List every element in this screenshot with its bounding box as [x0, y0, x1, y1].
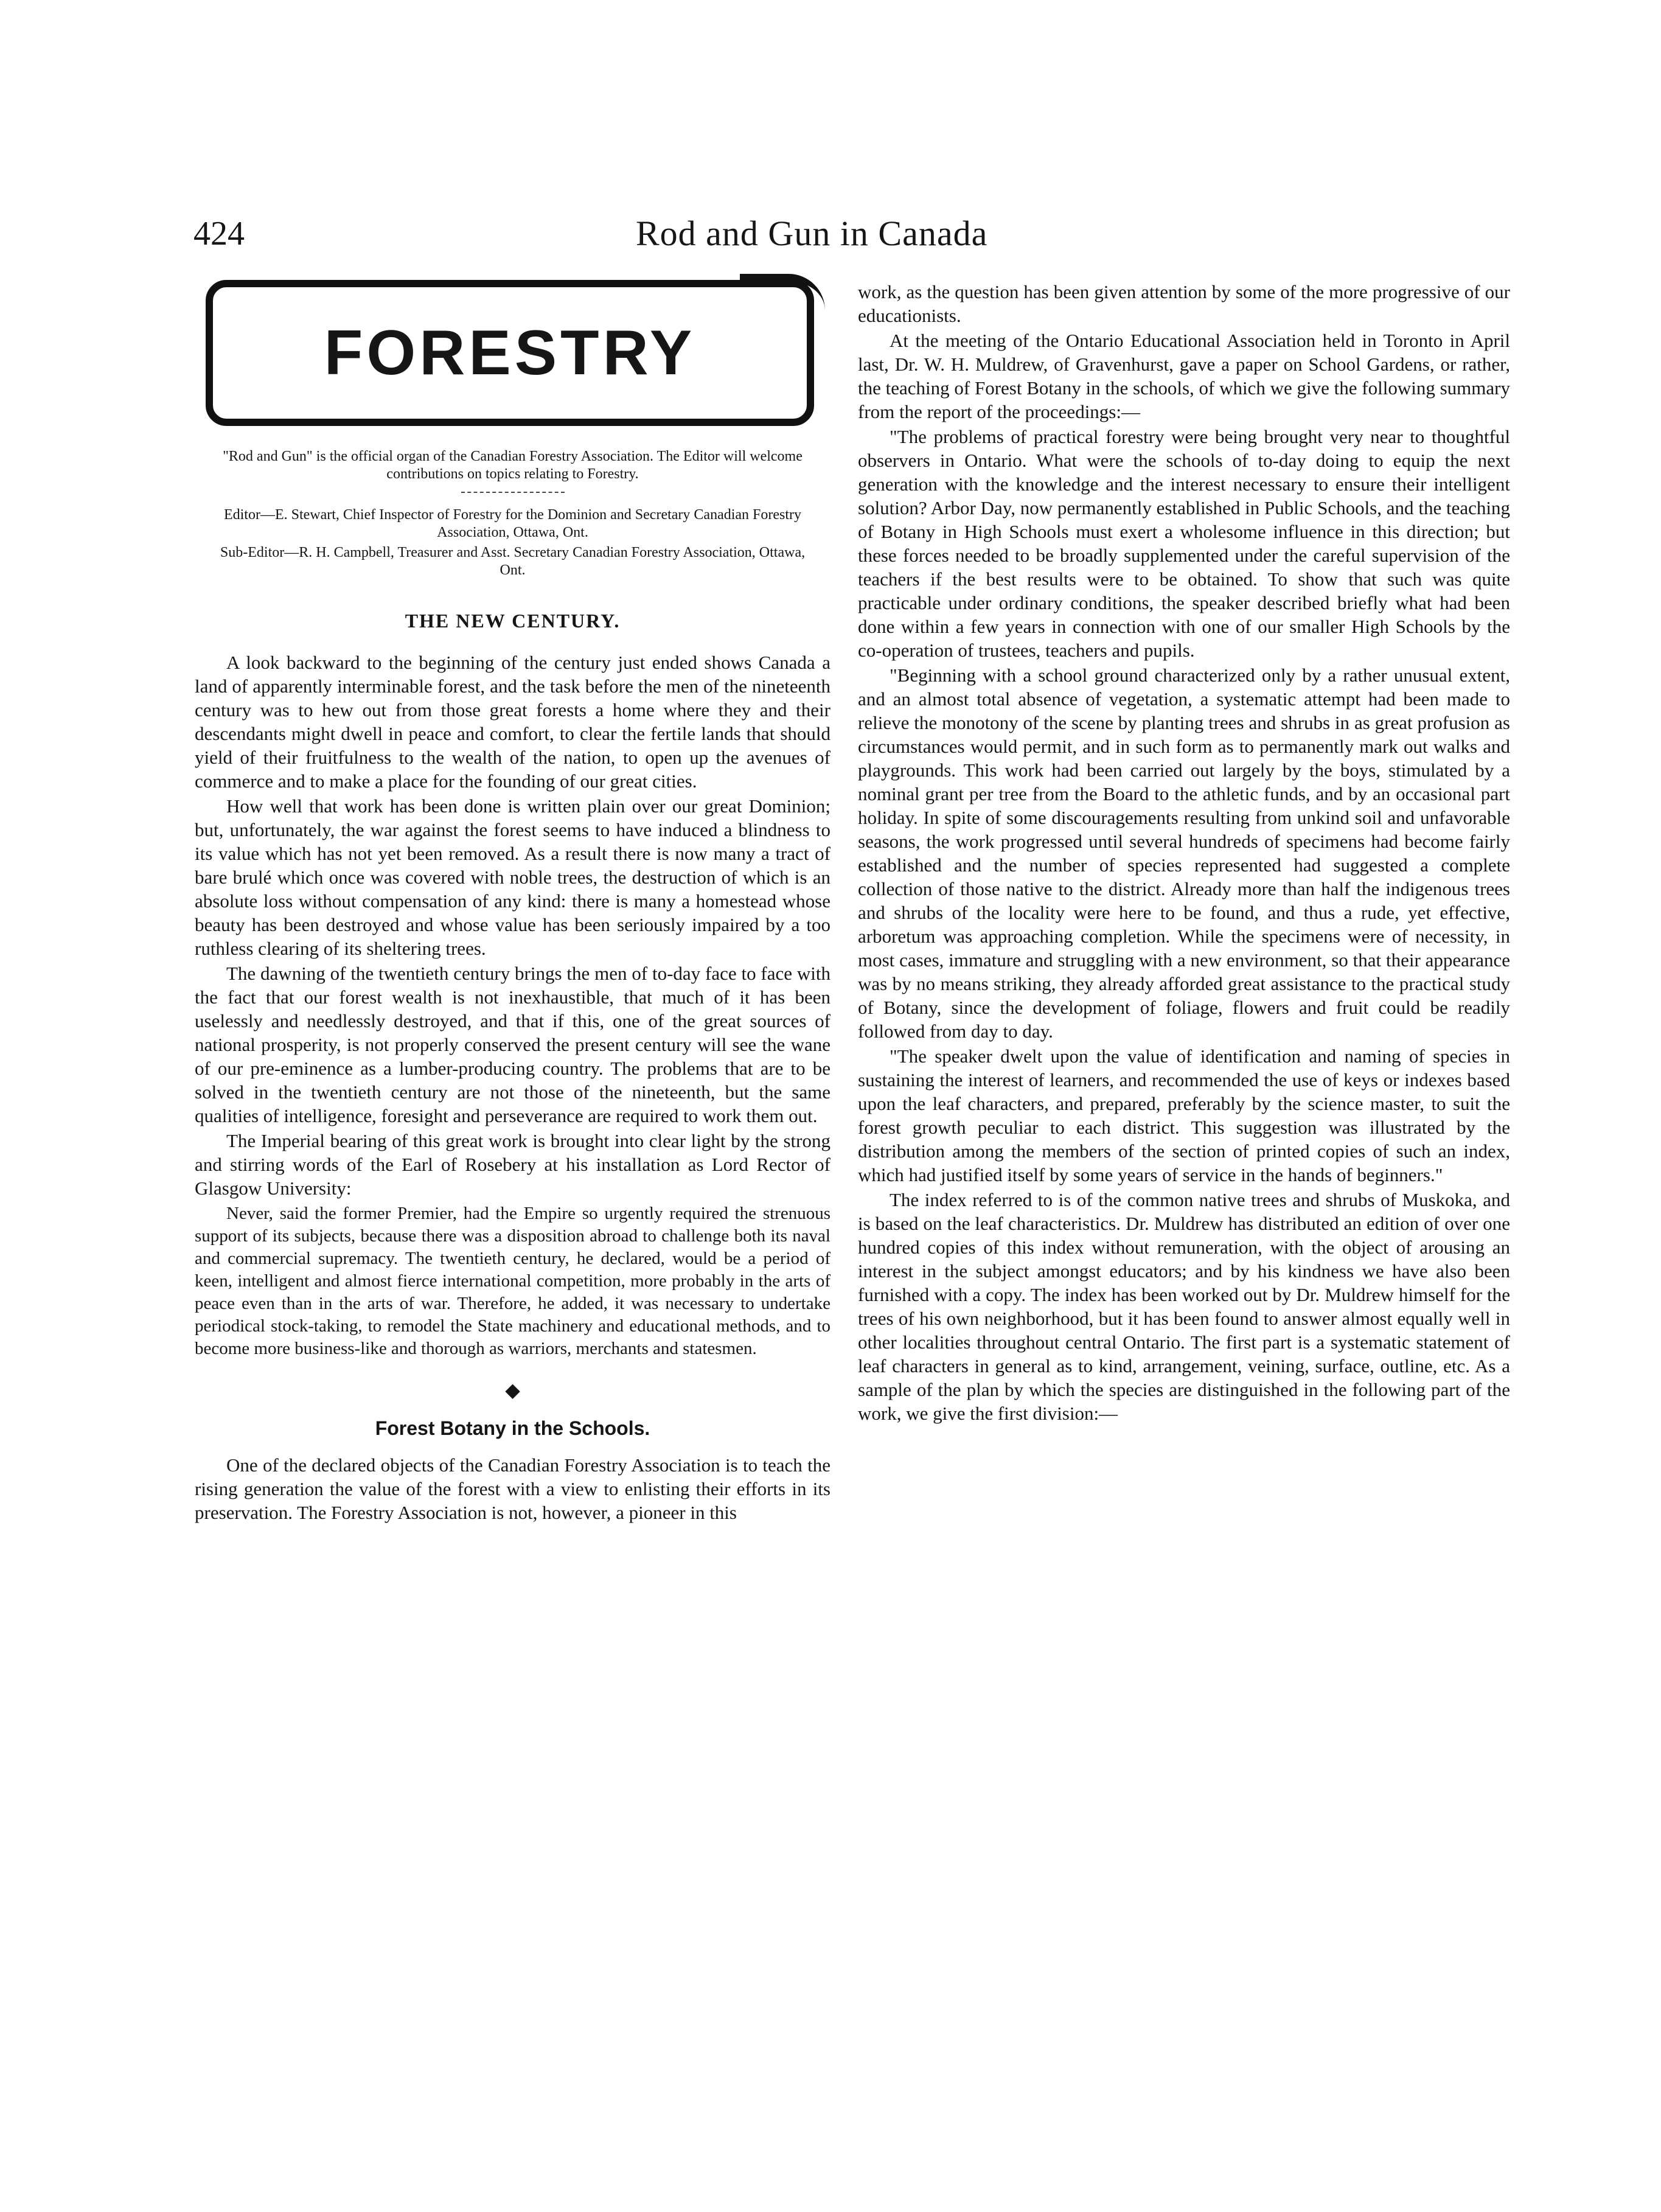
diamond-ornament-icon: ◆	[505, 1379, 520, 1401]
organ-note: "Rod and Gun" is the official organ of the Canadian Forestry Association. The Editor will welcome contributions on topics relating to Forestry.	[223, 448, 803, 482]
paragraph: The dawning of the twentieth century brings the men of to-day face to face with the fact that our forest wealth is not inexhaustible, that much of it has been uselessly and needlessly destroyed, and that if this, one of the great sources of national prosperity, is not properly conserved the present century will see the wane of our pre-eminence as a lumber-producing country. The problems that are to be solved in the twentieth century are not those of the nineteenth, but the same qualities of intelligence, foresight and perseverance are required to work them out.	[195, 963, 830, 1126]
banner-swoosh-ornament	[740, 274, 825, 312]
article-title-forest-botany: Forest Botany in the Schools.	[375, 1417, 650, 1439]
sub-editor-line: Sub-Editor—R. H. Campbell, Treasurer and Asst. Secretary Canadian Forestry Association, Ottawa, Ont.	[220, 545, 806, 578]
paragraph: One of the declared objects of the Canadian Forestry Association is to teach the rising generation the value of the forest with a view to enlisting their efforts in its preservation. The Forestry Association is not, however, a pioneer in this	[195, 1454, 830, 1523]
editor-line: Editor—E. Stewart, Chief Inspector of Forestry for the Dominion and Secretary Canadian Forestry Association, Ottawa, Ont.	[223, 507, 802, 540]
masthead-note	[195, 448, 830, 493]
page-number: 424	[193, 215, 245, 253]
paragraph: A look backward to the beginning of the century just ended shows Canada a land of apparently interminable forest, and the task before the men of the nineteenth century was to hew out from those great forests a home where they and their descendants might dwell in peace and comfort, to clear the fertile lands that should yield of their fruitfulness to the wealth of the nation, to open up the avenues of commerce and to make a place for the founding of our great cities.	[195, 652, 830, 792]
left-column	[195, 280, 830, 1524]
editors-block	[195, 506, 830, 579]
paragraph: "Beginning with a school ground characterized only by a rather unusual extent, and an almost total absence of vegetation, a systematic attempt had been made to relieve the monotony of the scene by planting trees and shrubs in as great profusion as circumstances would permit, and in such form as to permanently mark out walks and playgrounds. This work had been carried out largely by the boys, stimulated by a nominal grant per tree from the Board to the athletic funds, and by an occasional part holiday. In spite of some discouragements resulting from unkind soil and unfavorable seasons, the work progressed until several hundreds of specimens had become fairly established and the number of species represented had suggested a complete collection of those native to the district. Already more than half the indigenous trees and shrubs of the locality were here to be found, and thus a rude, yet effective, arboretum was approaching completion. While the specimens were of necessity, in most cases, immature and struggling with a new environment, so that their appearance was by no means striking, they already afforded great assistance to the practical study of Botany, since the development of foliage, flowers and fruit could be readily followed from day to day.	[858, 665, 1510, 1042]
paragraph: At the meeting of the Ontario Educational Association held in Toronto in April last, Dr. W. H. Muldrew, of Gravenhurst, gave a paper on School Gardens, or rather, the teaching of Forest Botany in the schools, of which we give the following summary from the report of the proceedings:—	[858, 330, 1510, 422]
article-title-new-century: THE NEW CENTURY.	[405, 610, 621, 632]
paragraph: The Imperial bearing of this great work is brought into clear light by the strong and stirring words of the Earl of Rosebery at his installation as Lord Rector of Glasgow University:	[195, 1130, 830, 1199]
paragraph: work, as the question has been given attention by some of the more progressive of our educationists.	[858, 281, 1510, 326]
section-banner-title: FORESTRY	[324, 317, 696, 388]
right-column	[858, 280, 1510, 1425]
paragraph: "The problems of practical forestry were being brought very near to thoughtful observers in Ontario. What were the schools of to-day doing to equip the next generation with the knowledge and the interest necessary to ensure their intelligent solution? Arbor Day, now permanently established in Public Schools, and the teaching of Botany in High Schools must exert a wholesome influence in this direction; but these forces needed to be broadly supplemented under the careful supervision of the teachers if the best results were to be obtained. To show that such was quite practicable under ordinary conditions, the speaker described briefly what had been done within a few years in connection with one of our smaller High Schools by the co-operation of trustees, teachers and pupils.	[858, 426, 1510, 661]
paragraph: The index referred to is of the common native trees and shrubs of Muskoka, and is based on the leaf characteristics. Dr. Muldrew has distributed an edition of over one hundred copies of this index without remuneration, with the object of arousing an interest in the subject amongst educators; and by his kindness we have also been furnished with a copy. The index has been worked out by Dr. Muldrew himself for the trees of his own neighborhood, but it has been found to answer almost equally well in other localities throughout central Ontario. The first part is a systematic statement of leaf characters in general as to kind, arrangement, veining, surface, outline, etc. As a sample of the plan by which the species are distinguished in the following part of the work, we give the first division:—	[858, 1189, 1510, 1424]
paragraph: How well that work has been done is written plain over our great Dominion; but, unfortunately, the war against the forest seems to have induced a blindness to its value which has not yet been removed. As a result there is now many a tract of bare brulé which once was covered with noble trees, the destruction of which is an absolute loss without compensation of any kind: there is many a homestead whose beauty has been destroyed and whose value has been seriously impaired by a too ruthless clearing of its sheltering trees.	[195, 795, 830, 959]
rosebery-quote: Never, said the former Premier, had the Empire so urgently required the strenuous support of its subjects, because there was a disposition abroad to challenge both its naval and commercial supremacy. The twentieth century, he declared, would be a period of keen, intelligent and almost fierce international competition, more probably in the arts of peace even than in the arts of war. Therefore, he added, it was necessary to undertake periodical stock-taking, to remodel the State machinery and educational methods, and to become more business-like and thorough as warriors, merchants and statesmen.	[195, 1204, 830, 1358]
running-head: Rod and Gun in Canada	[636, 214, 988, 253]
paragraph: "The speaker dwelt upon the value of identification and naming of species in sustaining the interest of learners, and recommended the use of keys or indexes based upon the leaf characters, and prepared, preferably by the science master, to suit the forest growth peculiar to each district. This suggestion was illustrated by the distribution among the members of the section of printed copies of such an index, which had justified itself by some years of service in the hands of beginners."	[858, 1045, 1510, 1185]
dashed-divider	[461, 492, 565, 493]
forestry-banner	[206, 280, 814, 426]
